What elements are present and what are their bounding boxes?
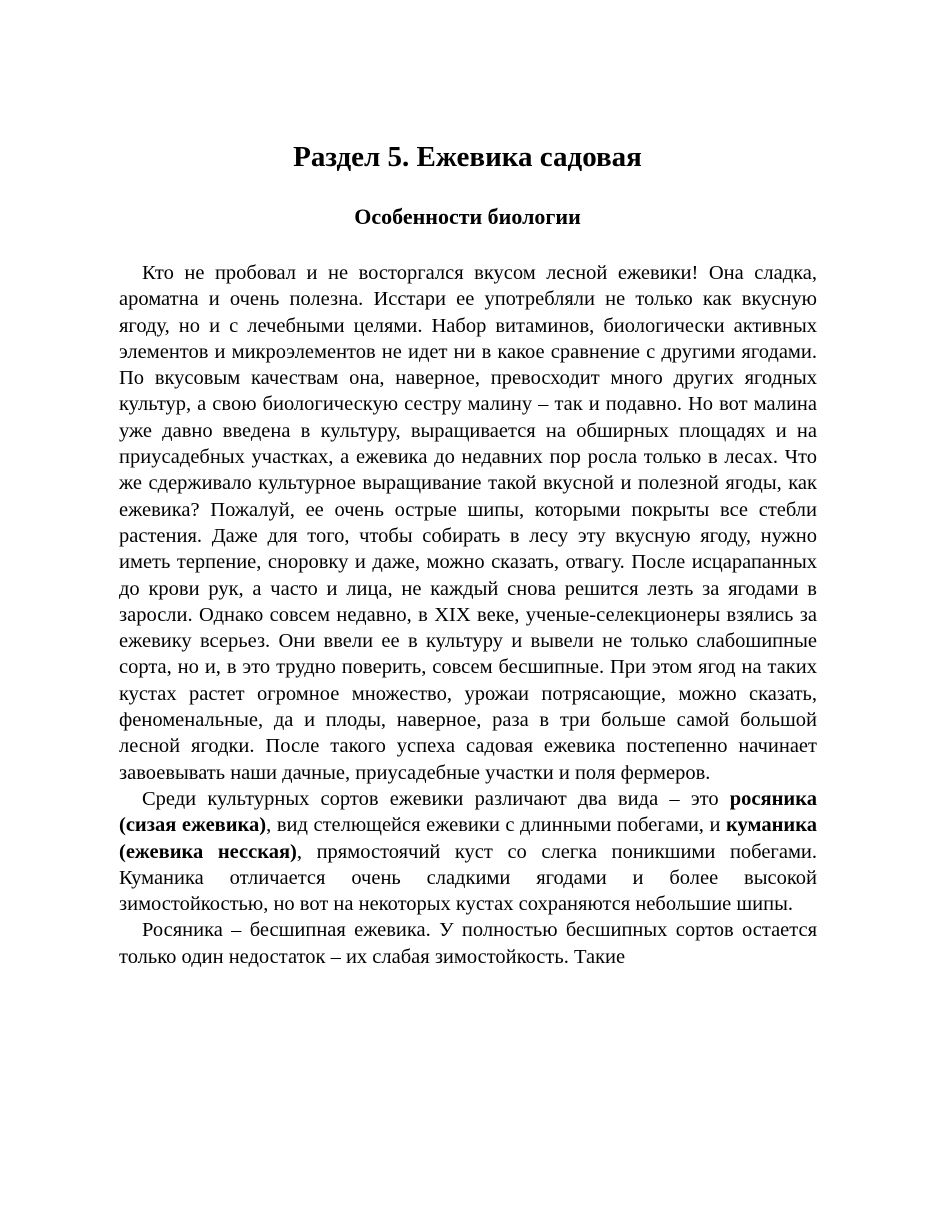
paragraph-3: Росяника – бесшипная ежевика. У полностью бесшипных сортов остается только один недостаток – их слабая зимостойкость. Такие <box>119 919 817 968</box>
paragraph-2 <box>119 786 817 917</box>
paragraph-2-text-1: Среди культурных сортов ежевики различают два вида – это <box>142 787 730 810</box>
body-text <box>119 260 817 970</box>
paragraph-2-text-2: , вид стелющейся ежевики с длинными побегами, и <box>266 814 727 837</box>
paragraph-2-text-3: , прямостоячий куст со слегка поникшими побегами. Куманика отличается очень сладкими ягодами и более высокой зимостойкостью, но вот на некоторых кустах сохраняются небольшие шипы. <box>119 840 818 916</box>
section-title: Особенности биологии <box>354 204 581 229</box>
term-kumanika: куманика (ежевика несская) <box>119 814 817 863</box>
paragraph-1: Кто не пробовал и не восторгался вкусом лесной ежевики! Она сладка, ароматна и очень полезна. Исстари ее употребляли не только как вкусную ягоду, но и с лечебными целями. Набор витаминов, биологически активных элементов и микроэлементов не идет ни в какое сравнение с другими ягодами. По вкусовым качествам она, наверное, превосходит много других ягодных культур, а свою биологическую сестру малину – так и подавно. Но вот малина уже давно введена в культуру, выращивается на обширных площадях и на приусадебных участках, а ежевика до недавних пор росла только в лесах. Что же сдерживало культурное выращивание такой вкусной и полезной ягоды, как ежевика? Пожалуй, ее очень острые шипы, которыми покрыты все стебли растения. Даже для того, чтобы собирать в лесу эту вкусную ягоду, нужно иметь терпение, сноровку и даже, можно сказать, отвагу. После исцарапанных до крови рук, а часто и лица, не каждый снова решится лезть за ягодами в заросли. Однако совсем недавно, в XIX веке, ученые-селекционеры взялись за ежевику всерьез. Они ввели ее в культуру и вывели не только слабошипные сорта, но и, в это трудно поверить, совсем бесшипные. При этом ягод на таких кустах растет огромное множество, урожаи потрясающие, можно сказать, феноменальные, да и плоды, наверное, раза в три больше самой большой лесной ягодки. После такого успеха садовая ежевика постепенно начинает завоевывать наши дачные, приусадебные участки и поля фермеров. <box>119 262 817 784</box>
chapter-title: Раздел 5. Ежевика садовая <box>293 141 642 173</box>
term-rosyanika: росяника (сизая ежевика) <box>119 787 817 837</box>
